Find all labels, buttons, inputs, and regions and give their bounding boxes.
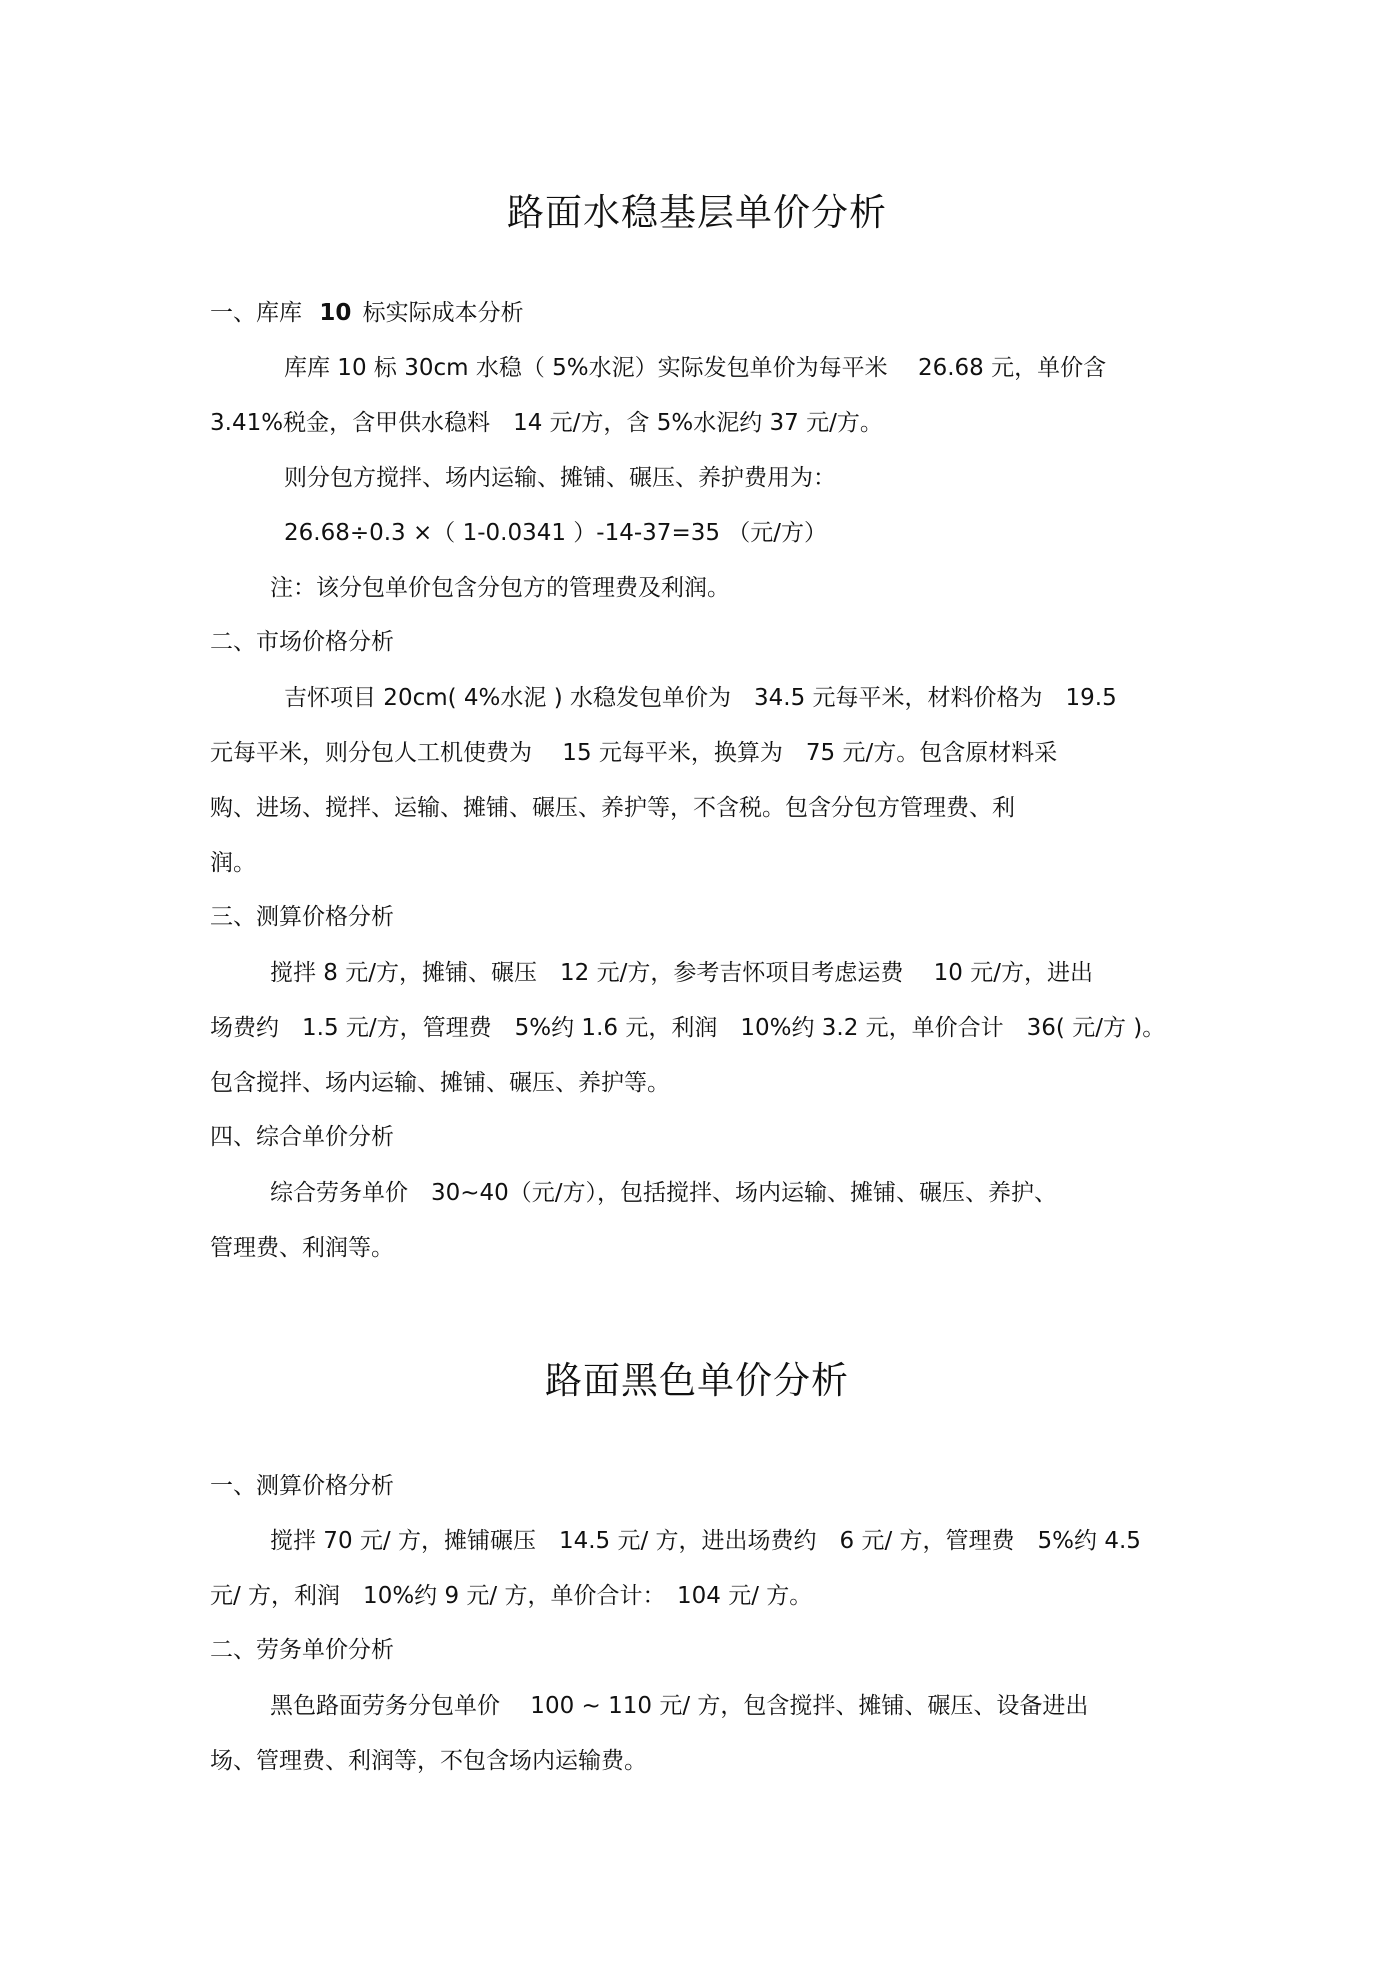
s2-p1-line2: 元/ 方，利润 10%约 9 元/ 方，单价合计： 104 元/ 方。 [210,1583,813,1609]
s1-p1-line2: 3.41%税金，含甲供水稳料 14 元/方，含 5%水泥约 37 元/方。 [210,410,883,436]
s1-note: 注：该分包单价包含分包方的管理费及利润。 [270,575,730,601]
s1-p3-line2: 元每平米，则分包人工机使费为 15 元每平米，换算为 75 元/方。包含原材料采 [210,740,1058,766]
section1-heading-3: 三、测算价格分析 [210,904,394,930]
s1-p4-line2: 场费约 1.5 元/方，管理费 5%约 1.6 元，利润 10%约 3.2 元，单价合计 36( 元/方 )。 [210,1015,1166,1041]
heading-1-bold-number: 10 [319,300,352,326]
section1-heading-2: 二、市场价格分析 [210,629,394,655]
s1-p2: 则分包方搅拌、场内运输、摊铺、碾压、养护费用为： [284,465,836,491]
s1-p4-line3: 包含搅拌、场内运输、摊铺、碾压、养护等。 [210,1070,670,1096]
s1-p3-line1: 吉怀项目 20cm( 4%水泥 ) 水稳发包单价为 34.5 元每平米，材料价格为 19.5 [284,685,1117,711]
heading-1-prefix: 一、库库 [210,300,302,326]
s2-p2-line2: 场、管理费、利润等，不包含场内运输费。 [210,1748,647,1774]
section1-heading-4: 四、综合单价分析 [210,1124,394,1150]
s2-p1-line1: 搅拌 70 元/ 方，摊铺碾压 14.5 元/ 方，进出场费约 6 元/ 方，管理费 5%约 4.5 [270,1528,1141,1554]
section1-heading-1 [210,294,524,327]
heading-1-suffix: 标实际成本分析 [362,300,524,326]
s1-p4-line1: 搅拌 8 元/方，摊铺、碾压 12 元/方，参考吉怀项目考虑运费 10 元/方，进出 [270,960,1093,986]
section2-heading-2: 二、劳务单价分析 [210,1637,394,1663]
s1-p5-line1: 综合劳务单价 30~40（元/方），包括搅拌、场内运输、摊铺、碾压、养护、 [270,1180,1058,1206]
section2-heading-1: 一、测算价格分析 [210,1473,394,1499]
s1-p5-line2: 管理费、利润等。 [210,1235,394,1261]
s2-p2-line1: 黑色路面劳务分包单价 100 ~ 110 元/ 方，包含搅拌、摊铺、碾压、设备进出 [270,1693,1089,1719]
s1-p3-line3: 购、进场、搅拌、运输、摊铺、碾压、养护等，不含税。包含分包方管理费、利 [210,795,1015,821]
s1-formula: 26.68÷0.3 ×（ 1-0.0341 ）-14-37=35 （元/方） [284,520,828,546]
section2-title: 路面黑色单价分析 [545,1359,849,1402]
s1-p3-line4: 润。 [210,850,256,876]
section1-title: 路面水稳基层单价分析 [507,191,887,234]
s1-p1-line1: 库库 10 标 30cm 水稳（ 5%水泥）实际发包单价为每平米 26.68 元，单价含 [284,355,1107,381]
